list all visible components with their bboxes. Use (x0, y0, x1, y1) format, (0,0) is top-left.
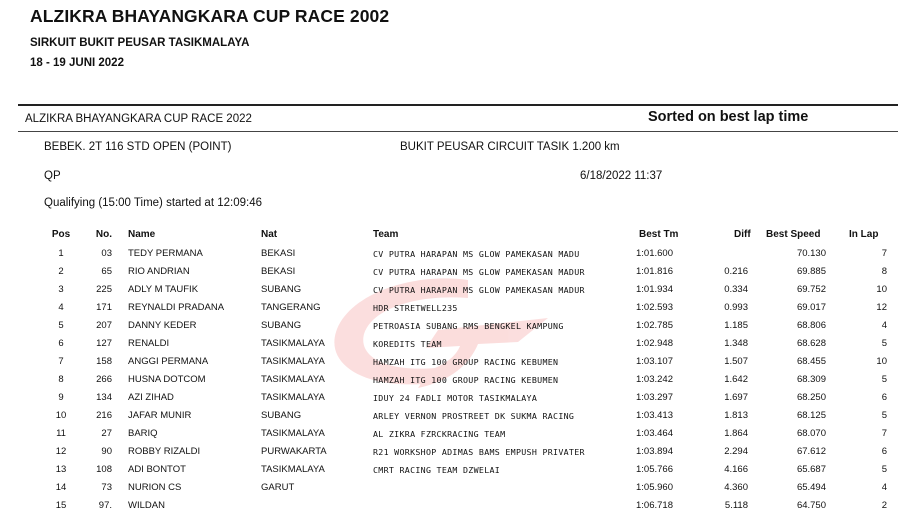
cell-pos: 5 (58, 320, 64, 331)
cell-nat: TASIKMALAYA (261, 464, 325, 475)
cell-name: WILDAN (128, 500, 165, 511)
col-no: No. (95, 229, 112, 240)
cell-pos: 3 (58, 284, 64, 295)
cell-in-lap: 6 (881, 446, 887, 457)
cell-best-speed: 68.628 (796, 338, 826, 349)
cell-diff: 5.118 (724, 500, 748, 511)
table-row (0, 392, 900, 410)
cell-name: DANNY KEDER (128, 320, 197, 331)
cell-pos: 12 (55, 446, 67, 457)
class-label: BEBEK. 2T 116 STD OPEN (POINT) (44, 141, 232, 153)
cell-name: BARIQ (128, 428, 158, 439)
table-row (0, 338, 900, 356)
cell-name: REYNALDI PRADANA (128, 302, 225, 313)
cell-pos: 1 (58, 248, 64, 259)
cell-nat: TASIKMALAYA (261, 338, 325, 349)
table-row (0, 464, 900, 482)
cell-nat: TASIKMALAYA (261, 392, 325, 403)
cell-diff: 2.294 (724, 446, 748, 457)
cell-in-lap: 10 (876, 356, 887, 367)
cell-name: ADI BONTOT (128, 464, 186, 475)
cell-number: 225 (96, 284, 112, 295)
cell-number: 171 (96, 302, 112, 313)
cell-team: CMRT RACING TEAM DZWELAI (373, 465, 501, 475)
cell-best-time: 1:02.785 (636, 320, 673, 331)
top-divider (18, 104, 898, 106)
cell-best-speed: 69.885 (796, 266, 826, 277)
cell-nat: SUBANG (261, 410, 302, 421)
cell-diff: 1.697 (724, 392, 748, 403)
cell-number: 27 (101, 428, 112, 439)
cell-diff: 1.813 (724, 410, 748, 421)
cell-best-speed: 68.070 (796, 428, 826, 439)
cell-diff: 0.216 (724, 266, 748, 277)
cell-diff: 1.642 (724, 374, 748, 385)
cell-in-lap: 8 (881, 266, 887, 277)
cell-name: TEDY PERMANA (128, 248, 203, 259)
cell-team: CV PUTRA HARAPAN MS GLOW PAMEKASAN MADU (373, 249, 580, 259)
cell-best-time: 1:05.960 (636, 482, 673, 493)
cell-number: 134 (96, 392, 112, 403)
cell-best-time: 1:06.718 (636, 500, 673, 511)
cell-nat: SUBANG (261, 320, 302, 331)
cell-nat: TASIKMALAYA (261, 428, 325, 439)
results-table-header (0, 229, 900, 243)
cell-pos: 8 (58, 374, 64, 385)
cell-in-lap: 7 (881, 248, 887, 259)
cell-in-lap: 10 (876, 284, 887, 295)
cell-team: CV PUTRA HARAPAN MS GLOW PAMEKASAN MADUR (373, 285, 585, 295)
cell-in-lap: 6 (881, 392, 887, 403)
cell-pos: 7 (58, 356, 64, 367)
col-in-lap: In Lap (849, 229, 879, 240)
cell-number: 266 (96, 374, 112, 385)
cell-best-speed: 68.125 (796, 410, 826, 421)
table-row (0, 284, 900, 302)
cell-pos: 6 (58, 338, 64, 349)
cell-name: HUSNA DOTCOM (128, 374, 206, 385)
cell-in-lap: 5 (881, 410, 887, 421)
cell-nat: SUBANG (261, 284, 302, 295)
cell-team: CV PUTRA HARAPAN MS GLOW PAMEKASAN MADUR (373, 267, 585, 277)
table-row (0, 446, 900, 464)
cell-number: 207 (96, 320, 112, 331)
cell-number: 216 (96, 410, 112, 421)
cell-best-speed: 68.250 (796, 392, 826, 403)
cell-best-time: 1:05.766 (636, 464, 673, 475)
cell-best-time: 1:01.816 (636, 266, 673, 277)
session-label: QP (44, 170, 61, 182)
report-divider (18, 131, 898, 132)
cell-diff: 0.334 (724, 284, 748, 295)
cell-diff: 1.507 (724, 356, 748, 367)
cell-diff: 4.360 (724, 482, 748, 493)
cell-best-speed: 69.017 (796, 302, 826, 313)
cell-pos: 15 (55, 500, 67, 511)
cell-number: 158 (96, 356, 112, 367)
table-row (0, 266, 900, 284)
table-row (0, 302, 900, 320)
qualifying-info: Qualifying (15:00 Time) started at 12:09:46 (44, 197, 262, 209)
cell-pos: 9 (58, 392, 64, 403)
cell-name: NURION CS (128, 482, 182, 493)
table-row (0, 320, 900, 338)
sort-label: Sorted on best lap time (648, 109, 809, 125)
cell-nat: BEKASI (261, 266, 296, 277)
cell-best-time: 1:02.593 (636, 302, 673, 313)
col-pos: Pos (51, 229, 71, 240)
cell-name: ADLY M TAUFIK (128, 284, 199, 295)
table-row (0, 428, 900, 446)
cell-number: 03 (101, 248, 112, 259)
table-row (0, 500, 900, 518)
report-datetime: 6/18/2022 11:37 (580, 170, 663, 182)
cell-nat: TASIKMALAYA (261, 356, 325, 367)
col-best-speed: Best Speed (766, 229, 821, 240)
cell-team: IDUY 24 FADLI MOTOR TASIKMALAYA (373, 393, 538, 403)
cell-diff: 1.348 (724, 338, 748, 349)
cell-pos: 13 (55, 464, 67, 475)
table-row (0, 410, 900, 428)
cell-best-time: 1:03.413 (636, 410, 673, 421)
cell-name: AZI ZIHAD (128, 392, 174, 403)
cell-best-speed: 65.494 (796, 482, 826, 493)
cell-team: KOREDITS TEAM (373, 339, 442, 349)
cell-diff: 1.864 (724, 428, 748, 439)
col-nat: Nat (261, 229, 278, 240)
cell-pos: 10 (55, 410, 67, 421)
cell-pos: 11 (56, 428, 66, 439)
cell-in-lap: 4 (881, 482, 887, 493)
date-subtitle: 18 - 19 JUNI 2022 (30, 57, 124, 69)
cell-best-speed: 68.309 (796, 374, 826, 385)
cell-best-speed: 68.806 (796, 320, 826, 331)
cell-pos: 2 (58, 266, 64, 277)
col-name: Name (128, 229, 156, 240)
cell-number: 90 (101, 446, 112, 457)
cell-name: RENALDI (128, 338, 170, 349)
cell-name: RIO ANDRIAN (128, 266, 190, 277)
cell-best-time: 1:02.948 (636, 338, 673, 349)
table-row (0, 356, 900, 374)
cell-diff: 4.166 (724, 464, 748, 475)
table-row (0, 374, 900, 392)
cell-best-time: 1:01.934 (636, 284, 673, 295)
cell-team: HAMZAH ITG 100 GROUP RACING KEBUMEN (373, 357, 559, 367)
col-diff: Diff (734, 229, 751, 240)
cell-team: HDR STRETWELL235 (373, 303, 458, 313)
cell-best-time: 1:03.464 (636, 428, 673, 439)
cell-best-time: 1:03.242 (636, 374, 673, 385)
cell-best-time: 1:03.297 (636, 392, 673, 403)
col-team: Team (373, 229, 399, 240)
cell-pos: 14 (55, 482, 67, 493)
cell-best-speed: 69.752 (796, 284, 826, 295)
cell-in-lap: 5 (881, 338, 887, 349)
report-title: ALZIKRA BHAYANGKARA CUP RACE 2022 (25, 113, 252, 125)
cell-best-time: 1:01.600 (636, 248, 673, 259)
cell-number: 65 (101, 266, 112, 277)
cell-best-time: 1:03.894 (636, 446, 673, 457)
cell-nat: BEKASI (261, 248, 296, 259)
cell-team: R21 WORKSHOP ADIMAS BAMS EMPUSH PRIVATER (373, 447, 585, 457)
venue-subtitle: SIRKUIT BUKIT PEUSAR TASIKMALAYA (30, 37, 250, 49)
cell-number: 108 (96, 464, 112, 475)
cell-best-speed: 64.750 (796, 500, 826, 511)
cell-in-lap: 7 (881, 428, 887, 439)
table-row (0, 482, 900, 500)
cell-diff: 1.185 (724, 320, 748, 331)
cell-in-lap: 5 (881, 374, 887, 385)
cell-best-speed: 67.612 (796, 446, 826, 457)
cell-best-speed: 70.130 (796, 248, 826, 259)
cell-number: 127 (96, 338, 112, 349)
cell-nat: TASIKMALAYA (261, 374, 325, 385)
cell-team: HAMZAH ITG 100 GROUP RACING KEBUMEN (373, 375, 559, 385)
cell-diff: 0.993 (724, 302, 748, 313)
cell-nat: GARUT (261, 482, 295, 493)
results-table-body (0, 248, 900, 518)
cell-team: AL ZIKRA FZRCKRACING TEAM (373, 429, 506, 439)
cell-number: 97. (98, 500, 112, 511)
cell-in-lap: 4 (881, 320, 887, 331)
cell-best-speed: 68.455 (796, 356, 826, 367)
cell-in-lap: 2 (881, 500, 887, 511)
page-title: ALZIKRA BHAYANGKARA CUP RACE 2002 (30, 6, 390, 26)
circuit-label: BUKIT PEUSAR CIRCUIT TASIK 1.200 km (400, 141, 620, 153)
col-best-time: Best Tm (639, 229, 679, 240)
cell-best-speed: 65.687 (796, 464, 826, 475)
cell-number: 73 (101, 482, 112, 493)
cell-team: ARLEY VERNON PROSTREET DK SUKMA RACING (373, 411, 575, 421)
cell-in-lap: 12 (876, 302, 887, 313)
cell-in-lap: 5 (881, 464, 887, 475)
cell-name: ANGGI PERMANA (128, 356, 209, 367)
cell-nat: PURWAKARTA (261, 446, 327, 457)
cell-pos: 4 (58, 302, 64, 313)
table-row (0, 248, 900, 266)
cell-name: ROBBY RIZALDI (128, 446, 201, 457)
cell-team: PETROASIA SUBANG RMS BENGKEL KAMPUNG (373, 321, 564, 331)
cell-nat: TANGERANG (261, 302, 321, 313)
cell-name: JAFAR MUNIR (128, 410, 192, 421)
cell-best-time: 1:03.107 (636, 356, 673, 367)
